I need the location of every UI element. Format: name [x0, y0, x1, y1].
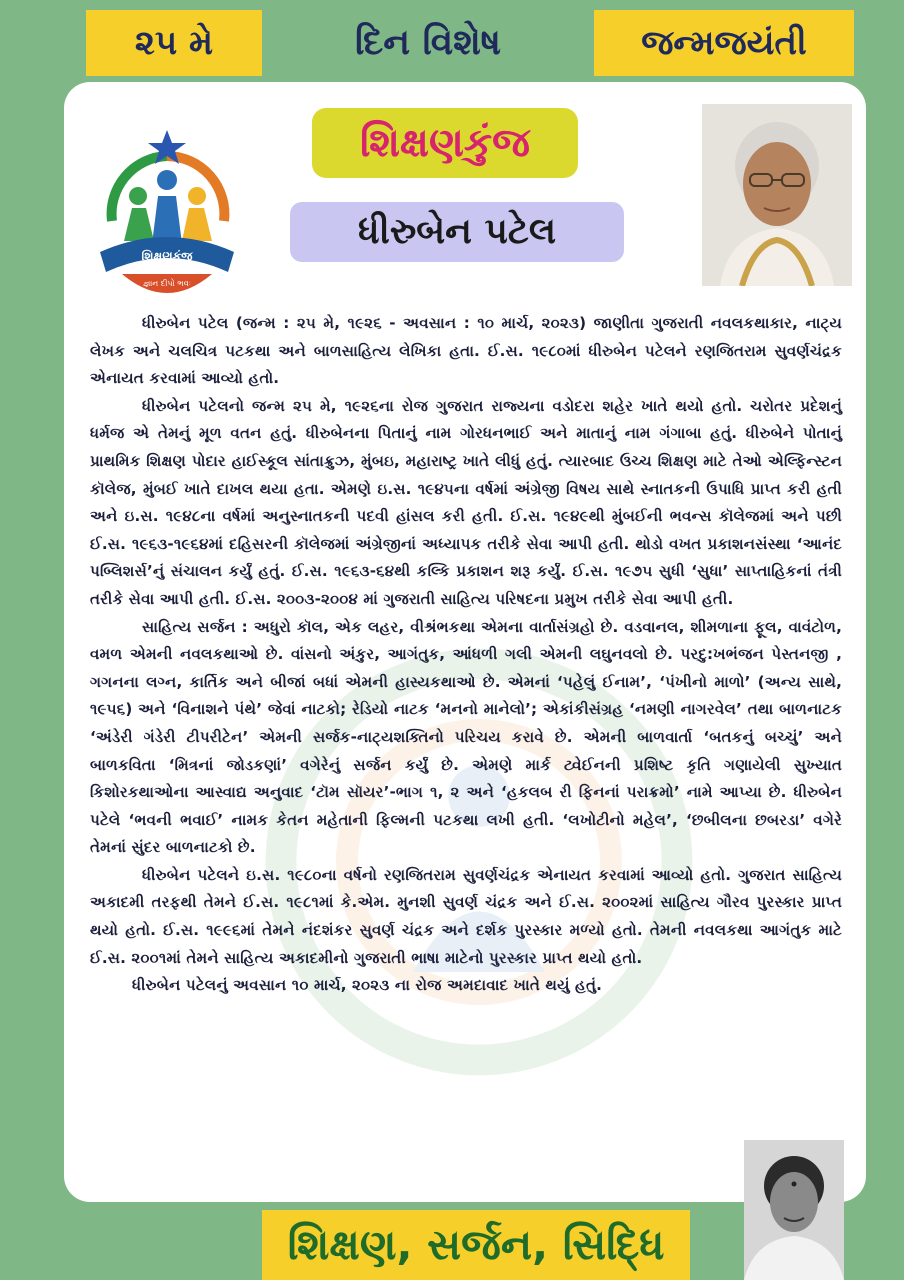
content-card	[64, 82, 866, 1202]
shikshankunj-logo	[92, 126, 242, 298]
footer-slogan: શિક્ષણ, સર્જન, સિદ્ધિ	[262, 1210, 690, 1280]
date-tag: ૨૫ મે	[86, 10, 262, 76]
paragraph-awards: ધીરુબેન પટેલને ઇ.સ. ૧૯૮૦ના વર્ષનો રણજિતરામ સુવર્ણચંદ્રક એનાયત કરવામાં આવ્યો હતો. ગુજરાત સાહિત્ય અકાદમી તરફથી તેમને ઈ.સ. ૧૯૮૧માં કે.એમ. મુનશી સુવર્ણ ચંદ્રક અને ઈ.સ. ૨૦૦૨માં સાહિત્ય ગૌરવ પુરસ્કાર પ્રાપ્ત થયો હતો. ઈ.સ. ૧૯૯૬માં તેમને નંદશંકર સુવર્ણ ચંદ્રક અને દર્શક પુરસ્કાર મળ્યો હતો. તેમની નવલકથા આગંતુક માટે ઈ.સ. ૨૦૦૧માં તેમને સાહિત્ય અકાદમીનો ગુજરાતી ભાષા માટેનો પુરસ્કાર પ્રાપ્ત થયો હતો.	[90, 865, 842, 967]
paragraph-intro: ધીરુબેન પટેલ (જન્મ : ૨૫ મે, ૧૯૨૬ - અવસાન : ૧૦ માર્ચ, ૨૦૨૩) જાણીતા ગુજરાતી નવલકથાકાર, નાટ્ય લેખક અને ચલચિત્ર પટકથા અને બાળસાહિત્ય લેખિકા હતા. ઈ.સ. ૧૯૮૦માં ધીરુબેન પટેલને રણજિતરામ સુવર્ણચંદ્રક એનાયત કરવામાં આવ્યો હતો.	[90, 314, 842, 388]
small-portrait-photo	[744, 1140, 844, 1280]
day-special-title: દિન વિશેષ	[354, 22, 502, 63]
portrait-photo	[702, 104, 852, 286]
paragraph-literary-works: સાહિત્ય સર્જન : અધુરો કૉલ, એક લહર, વીશ્રંભકથા એમના વાર્તાસંગ્રહો છે. વડવાનલ, શીમળાના ફૂલ, વાવંટોળ, વમળ એમની નવલકથાઓ છે. વાંસનો અંકુર, આગંતુક, આંધળી ગલી એમની લઘુનવલો છે. પરદુ:ખભંજન પેસ્તનજી , ગગનના લગ્ન, કાર્તિક અને બીજાં બધાં એમની હાસ્યકથાઓ છે. એમનાં ‘પહેલું ઈનામ’, ‘પંખીનો માળો’ (અન્ય સાથે, ૧૯૫૬) અને ‘વિનાશને પંથે’ જેવાં નાટકો; રેડિયો નાટક ‘મનનો માનેલો’; એકાંકીસંગ્રહ ‘નમણી નાગરવેલ’ તથા બાળનાટક ‘અંડેરી ગંડેરી ટીપરીટેન’ એમની સર્જક-નાટ્યશક્તિનો પરિચય કરાવે છે. એમની બાળવાર્તા ‘બતકનું બચ્ચું’ અને બાળકવિતા ‘મિત્રનાં જોડકણાં’ વગેરેનું સર્જન કર્યું છે. એમણે માર્ક ટ્વેઈનની પ્રશિષ્ટ કૃતિ ગણાયેલી સુખ્યાત કિશોરકથાઓના આસ્વાદ્ય અનુવાદ ‘ટૉમ સૉયર’-ભાગ ૧, ૨ અને ‘હકલબ રી ફિનનાં પરાક્રમો’ નામે આપ્યા છે. ધીરુબેન પટેલે ‘ભવની ભવાઈ’ નામક કેતન મહેતાની ફિલ્મની પટકથા લખી હતી. ‘લખોટીનો મહેલ’, ‘છબીલના છબરડા’ વગેરે તેમનાં સુંદર બાળનાટકો છે.	[90, 617, 842, 857]
logo-motto-text: જ્ઞાન દીપો ભવઃ	[143, 279, 191, 288]
article-body	[90, 310, 842, 1000]
brand-title: શિક્ષણકુંજ	[312, 108, 578, 178]
paragraph-biography: ધીરુબેન પટેલનો જન્મ ૨૫ મે, ૧૯૨૬ના રોજ ગુજરાત રાજ્યના વડોદરા શહેર ખાતે થયો હતો. ચરોતર પ્રદેશનું ધર્મજ એ તેમનું મૂળ વતન હતું. ધીરુબેનના પિતાનું નામ ગોરધનભાઈ અને માતાનું નામ ગંગાબા હતું. ધીરુબેને પોતાનું પ્રાથમિક શિક્ષણ પોદાર હાઈસ્કૂલ સાંતાક્રુઝ, મુંબઇ, મહારાષ્ટ્ર ખાતે લીધું હતું. ત્યારબાદ ઉચ્ચ શિક્ષણ માટે તેઓ એલ્ફિન્સ્ટન કૉલેજ, મુંબઈ ખાતે દાખલ થયા હતા. એમણે ઇ.સ. ૧૯૪૫ના વર્ષમાં અંગ્રેજી વિષય સાથે સ્નાતકની ઉપાધિ પ્રાપ્ત કરી હતી અને ઇ.સ. ૧૯૪૮ના વર્ષમાં અનુસ્નાતકની પદવી હાંસલ કરી હતી. ઈ.સ. ૧૯૪૯થી મુંબઈની ભવન્સ કૉલેજમાં અને પછી ઈ.સ. ૧૯૬૩-૧૯૬૪માં દહિસરની કૉલેજમાં અંગ્રેજીનાં અધ્યાપક તરીકે સેવા આપી હતી. થોડો વખત પ્રકાશનસંસ્થા ‘આનંદ પબ્લિશર્સ’નું સંચાલન કર્યું હતું. ઈ.સ. ૧૯૬૩-૬૪થી કલ્કિ પ્રકાશન શરૂ કર્યું. ઈ.સ. ૧૯૭૫ સુધી ‘સુધા’ સાપ્તાહિકનાં તંત્રી તરીકે સેવા આપી હતી. ઈ.સ. ૨૦૦૩-૨૦૦૪ માં ગુજરાતી સાહિત્ય પરિષદના પ્રમુખ તરીકે સેવા આપી હતી.	[90, 396, 842, 608]
person-name: ધીરુબેન પટેલ	[290, 202, 624, 262]
logo-banner-text: શિક્ષણકુંજ	[141, 249, 193, 263]
paragraph-death: ધીરુબેન પટેલનું અવસાન ૧૦ માર્ચ, ૨૦૨૩ ના રોજ અમદાવાદ ખાતે થયું હતું.	[132, 976, 602, 995]
birth-anniversary-tag: જન્મજયંતી	[594, 10, 854, 76]
